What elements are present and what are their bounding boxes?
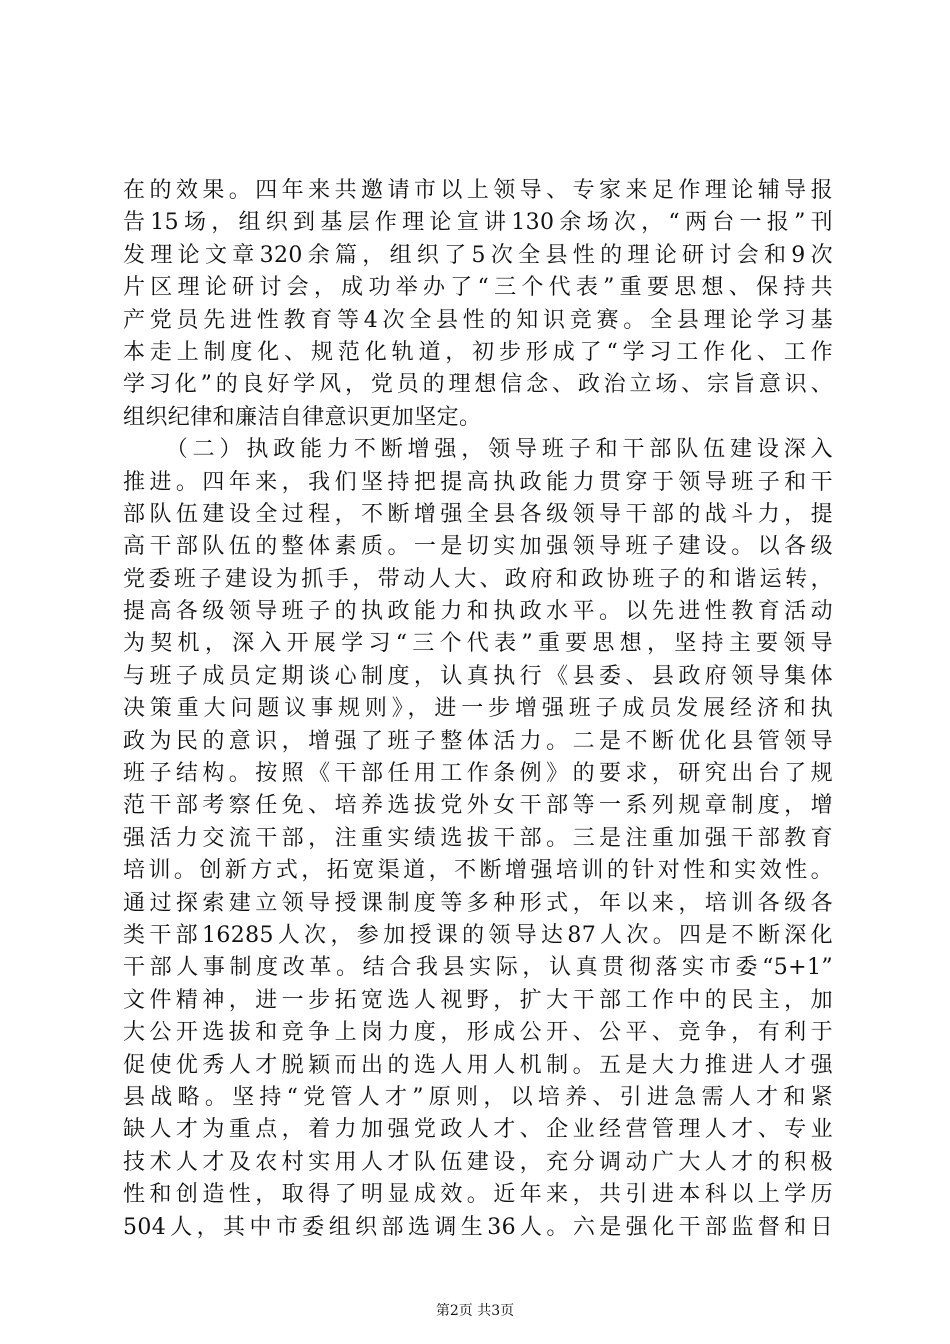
text-line: 在的效果。四年来共邀请市以上领导、专家来足作理论辅导报 xyxy=(123,178,833,203)
text-line: 政为民的意识，增强了班子整体活力。二是不断优化县管领导 xyxy=(123,728,833,754)
text-line: 干部人事制度改革。结合我县实际，认真贯彻落实市委“5+1” xyxy=(123,955,833,981)
text-line: 推进。四年来，我们坚持把提高执政能力贯穿于领导班子和干 xyxy=(123,469,833,495)
text-line: 缺人才为重点，着力加强党政人才、企业经营管理人才、专业 xyxy=(123,1117,833,1143)
text-line: 技术人才及农村实用人才队伍建设，充分调动广大人才的积极 xyxy=(123,1149,833,1175)
text-line: 通过探索建立领导授课制度等多种形式，年以来，培训各级各 xyxy=(123,890,833,916)
text-line: 促使优秀人才脱颖而出的选人用人机制。五是大力推进人才强 xyxy=(123,1052,833,1078)
text-line: 学习化”的良好学风，党员的理想信念、政治立场、宗旨意识、 xyxy=(123,372,833,398)
text-line: 县战略。坚持“党管人才”原则，以培养、引进急需人才和紧 xyxy=(123,1084,833,1110)
text-line: 文件精神，进一步拓宽选人视野，扩大干部工作中的民主，加 xyxy=(123,987,833,1013)
text-line: （二）执政能力不断增强，领导班子和干部队伍建设深入 xyxy=(123,437,833,463)
text-line: 大公开选拔和竞争上岗力度，形成公开、公平、竞争，有利于 xyxy=(123,1020,833,1046)
text-line: 培训。创新方式，拓宽渠道，不断增强培训的针对性和实效性。 xyxy=(123,858,833,884)
text-line: 类干部16285人次，参加授课的领导达87人次。四是不断深化 xyxy=(123,922,833,948)
text-line: 504人，其中市委组织部选调生36人。六是强化干部监督和日 xyxy=(123,1214,833,1240)
text-line: 发理论文章320余篇，组织了5次全县性的理论研讨会和9次 xyxy=(123,242,833,268)
text-line: 党委班子建设为抓手，带动人大、政府和政协班子的和谐运转， xyxy=(123,566,833,592)
text-line: 告15场，组织到基层作理论宣讲130余场次，“两台一报”刊 xyxy=(123,210,833,236)
text-line: 部队伍建设全过程，不断增强全县各级领导干部的战斗力，提 xyxy=(123,501,833,527)
text-line: 班子结构。按照《干部任用工作条例》的要求，研究出台了规 xyxy=(123,761,833,787)
text-line: 决策重大问题议事规则》，进一步增强班子成员发展经济和执 xyxy=(123,696,833,722)
document-body xyxy=(123,175,833,1244)
text-line: 强活力交流干部，注重实绩选拔干部。三是注重加强干部教育 xyxy=(123,825,833,851)
text-line: 为契机，深入开展学习“三个代表”重要思想，坚持主要领导 xyxy=(123,631,833,657)
text-line: 片区理论研讨会，成功举办了“三个代表”重要思想、保持共 xyxy=(123,275,833,301)
text-line: 组织纪律和廉洁自律意识更加坚定。 xyxy=(123,404,482,430)
text-line: 性和创造性，取得了明显成效。近年来，共引进本科以上学历 xyxy=(123,1182,833,1208)
text-line: 产党员先进性教育等4次全县性的知识竞赛。全县理论学习基 xyxy=(123,307,833,333)
text-line: 与班子成员定期谈心制度，认真执行《县委、县政府领导集体 xyxy=(123,663,833,689)
text-line: 范干部考察任免、培养选拔党外女干部等一系列规章制度，增 xyxy=(123,793,833,819)
text-line: 本走上制度化、规范化轨道，初步形成了“学习工作化、工作 xyxy=(123,339,833,365)
text-line: 高干部队伍的整体素质。一是切实加强领导班子建设。以各级 xyxy=(123,534,833,560)
page-footer: 第2页 共3页 xyxy=(435,1303,515,1319)
text-line: 提高各级领导班子的执政能力和执政水平。以先进性教育活动 xyxy=(123,599,833,625)
